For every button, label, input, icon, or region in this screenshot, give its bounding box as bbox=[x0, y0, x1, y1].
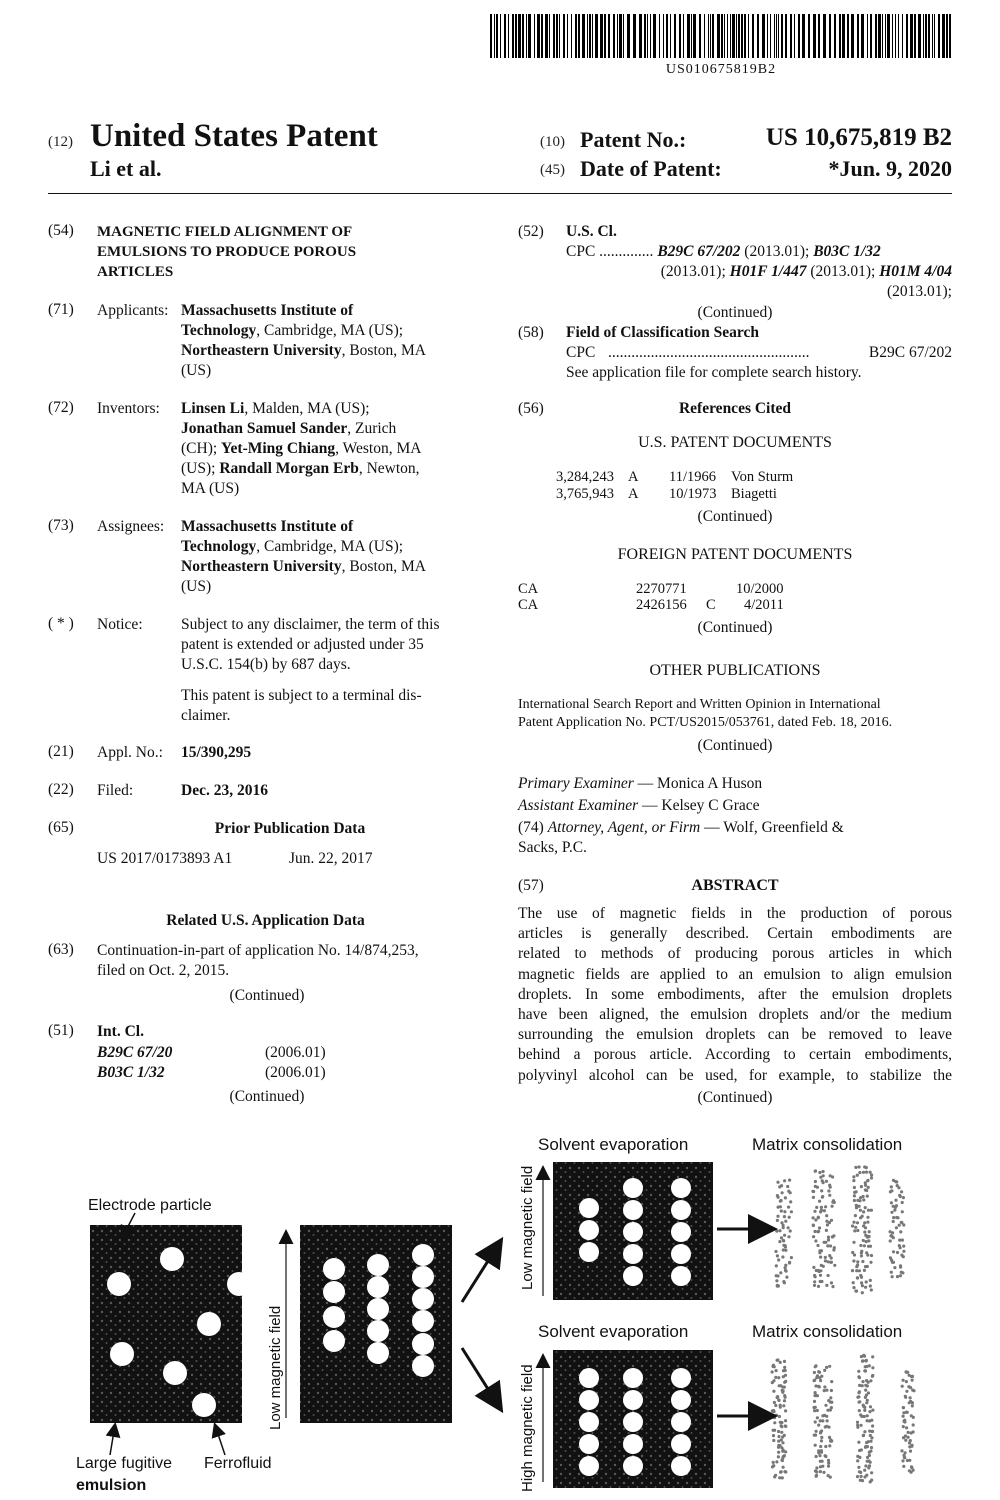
matrix-consolidation-label-1: Matrix consolidation bbox=[752, 1135, 903, 1154]
field-line: MA (US) bbox=[181, 480, 240, 497]
code-51: (51) bbox=[48, 1022, 74, 1039]
filed-date: Dec. 23, 2016 bbox=[181, 782, 268, 799]
code-45: (45) bbox=[540, 162, 565, 178]
inventor-short: Li et al. bbox=[90, 156, 162, 181]
high-field-label: High magnetic field bbox=[519, 1364, 536, 1492]
electrode-particle-label: Electrode particle bbox=[88, 1197, 212, 1214]
code-10: (10) bbox=[540, 134, 565, 150]
code-65: (65) bbox=[48, 819, 74, 836]
solvent-evaporation-label-1: Solvent evaporation bbox=[538, 1135, 689, 1154]
field-line: Massachusetts Institute of bbox=[181, 302, 354, 319]
field-line: (US) bbox=[181, 362, 212, 379]
code-22: (22) bbox=[48, 781, 74, 798]
continued-right-1: (Continued) bbox=[697, 304, 773, 321]
barcode-number: US010675819B2 bbox=[665, 62, 777, 77]
attorney-line2: Sacks, P.C. bbox=[518, 839, 587, 856]
continued-left-2: (Continued) bbox=[229, 1088, 305, 1105]
abstract-line: surrounding the emulsion droplets can be removed to leave bbox=[518, 1026, 952, 1044]
field-line: Northeastern University, Boston, MA bbox=[181, 558, 426, 575]
int-cl-code: B03C 1/32 bbox=[97, 1064, 165, 1081]
continued-right-2: (Continued) bbox=[697, 508, 773, 525]
foreign-doc-row: CA 2270771 10/2000 bbox=[518, 581, 784, 597]
foreign-doc-row: CA 2426156 C 4/2011 bbox=[518, 597, 784, 613]
patent-no-label: Patent No.: bbox=[580, 127, 687, 152]
inventors-label: Inventors: bbox=[97, 400, 160, 417]
int-cl-year: (2006.01) bbox=[265, 1064, 326, 1081]
code-21: (21) bbox=[48, 743, 74, 760]
abstract-heading: ABSTRACT bbox=[691, 877, 779, 894]
continued-right-5: (Continued) bbox=[697, 1089, 773, 1106]
code-72: (72) bbox=[48, 399, 74, 416]
code-57: (57) bbox=[518, 877, 544, 894]
abstract-line: behind a porous article. According to certain embodiments, bbox=[518, 1046, 952, 1064]
cpc-line-3: (2013.01); bbox=[886, 283, 952, 300]
continuation-text: Continuation-in-part of application No. 14/874,253, filed on Oct. 2, 2015. bbox=[97, 942, 419, 979]
field-line: Technology, Cambridge, MA (US); bbox=[181, 538, 404, 555]
code-52: (52) bbox=[518, 223, 544, 240]
abstract-line: related to methods of producing porous articles in which bbox=[518, 945, 952, 963]
field-cpc-label: CPC bbox=[566, 344, 596, 361]
abstract-line: articles is generally described. Certain embodiments are bbox=[518, 925, 952, 943]
field-line: Massachusetts Institute of bbox=[181, 518, 354, 535]
inventors-value bbox=[181, 399, 486, 499]
search-history: See application file for complete search history. bbox=[566, 364, 862, 381]
assignees-label: Assignees: bbox=[97, 518, 165, 535]
date-label: Date of Patent: bbox=[580, 156, 722, 181]
prior-pub-heading: Prior Publication Data bbox=[214, 820, 366, 837]
field-line: (US); Randall Morgan Erb, Newton, bbox=[181, 460, 420, 477]
code-notice: ( * ) bbox=[48, 615, 74, 632]
continued-right-4: (Continued) bbox=[697, 737, 773, 754]
code-71: (71) bbox=[48, 301, 74, 318]
field-cpc-value: B29C 67/202 bbox=[868, 344, 952, 361]
field-line: Linsen Li, Malden, MA (US); bbox=[181, 400, 370, 417]
low-field-label-1: Low magnetic field bbox=[267, 1305, 284, 1430]
terminal-disclaimer: This patent is subject to a terminal dis- claimer. bbox=[181, 687, 422, 724]
field-line: Northeastern University, Boston, MA bbox=[181, 342, 426, 359]
foreign-docs-heading: FOREIGN PATENT DOCUMENTS bbox=[617, 546, 853, 563]
barcode-image bbox=[490, 14, 952, 58]
representative-figure bbox=[0, 1120, 1000, 1495]
appl-no-label: Appl. No.: bbox=[97, 744, 163, 761]
code-56: (56) bbox=[518, 400, 544, 417]
applicants-label: Applicants: bbox=[97, 302, 169, 319]
other-pub-text: International Search Report and Written Opinion in International Patent Application No. PCT/US2015/053761, dated Feb. 18, 2016. bbox=[518, 697, 893, 730]
notice-label: Notice: bbox=[97, 616, 143, 633]
assistant-examiner: Assistant Examiner — Kelsey C Grace bbox=[518, 797, 760, 814]
us-doc-row: 3,765,943 A 10/1973 Biagetti bbox=[556, 486, 777, 502]
field-line: Technology, Cambridge, MA (US); bbox=[181, 322, 404, 339]
field-cpc-dots: .................................................... bbox=[608, 344, 810, 361]
continued-right-3: (Continued) bbox=[697, 619, 773, 636]
field-line: (US) bbox=[181, 578, 212, 595]
other-pub-heading: OTHER PUBLICATIONS bbox=[649, 662, 821, 679]
attorney: (74) Attorney, Agent, or Firm — Wolf, Greenfield & bbox=[518, 819, 844, 836]
field-line: Jonathan Samuel Sander, Zurich bbox=[181, 420, 397, 437]
code-73: (73) bbox=[48, 517, 74, 534]
patent-date: *Jun. 9, 2020 bbox=[828, 156, 952, 181]
abstract-line: The use of magnetic fields in the production of porous bbox=[518, 905, 952, 922]
assignees-value bbox=[181, 517, 486, 597]
appl-no: 15/390,295 bbox=[181, 744, 252, 761]
abstract-text bbox=[518, 904, 952, 1086]
code-54: (54) bbox=[48, 222, 74, 239]
int-cl-code: B29C 67/20 bbox=[97, 1044, 173, 1061]
cpc-line-2: (2013.01); H01F 1/447 (2013.01); H01M 4/04 bbox=[660, 263, 952, 280]
field-line: (CH); Yet-Ming Chiang, Weston, MA bbox=[181, 440, 422, 457]
us-doc-row: 3,284,243 A 11/1966 Von Sturm bbox=[556, 469, 794, 485]
references-heading: References Cited bbox=[678, 400, 792, 417]
header-rule bbox=[48, 193, 952, 194]
code-58: (58) bbox=[518, 324, 544, 341]
solvent-evaporation-label-2: Solvent evaporation bbox=[538, 1322, 689, 1341]
us-cl-label: U.S. Cl. bbox=[566, 223, 617, 240]
cpc-line-1: CPC .............. B29C 67/202 (2013.01); B03C 1/32 bbox=[566, 243, 881, 260]
code-12: (12) bbox=[48, 134, 73, 150]
notice-text: Subject to any disclaimer, the term of this patent is extended or adjusted under 35 U.S.C. 154(b) by 687 days. bbox=[181, 616, 440, 673]
applicants-value bbox=[181, 301, 486, 381]
patent-title: MAGNETIC FIELD ALIGNMENT OF EMULSIONS TO PRODUCE POROUS ARTICLES bbox=[97, 224, 357, 280]
ferrofluid-label: Ferrofluid bbox=[204, 1455, 272, 1472]
matrix-consolidation-label-2: Matrix consolidation bbox=[752, 1322, 903, 1341]
abstract-line: polyvinyl alcohol can be used, for example, to stabilize the bbox=[518, 1066, 952, 1084]
document-type: United States Patent bbox=[90, 118, 378, 154]
prior-pub-number: US 2017/0173893 A1 bbox=[97, 850, 233, 867]
primary-examiner: Primary Examiner — Monica A Huson bbox=[518, 775, 763, 792]
patent-number: US 10,675,819 B2 bbox=[765, 124, 952, 151]
int-cl-label: Int. Cl. bbox=[97, 1023, 144, 1040]
abstract-line: have been aligned, the emulsion droplets and/or the medium bbox=[518, 1006, 952, 1024]
code-63: (63) bbox=[48, 941, 74, 958]
prior-pub-date: Jun. 22, 2017 bbox=[289, 850, 373, 867]
low-field-label-2: Low magnetic field bbox=[519, 1165, 536, 1290]
abstract-line: droplets. In some embodiments, after the emulsion droplets bbox=[518, 985, 952, 1003]
continued-left-1: (Continued) bbox=[229, 987, 305, 1004]
large-fugitive-label: Large fugitive bbox=[76, 1455, 173, 1472]
related-heading: Related U.S. Application Data bbox=[166, 912, 365, 929]
emulsion-label: emulsion bbox=[76, 1477, 147, 1494]
us-docs-heading: U.S. PATENT DOCUMENTS bbox=[638, 434, 832, 451]
int-cl-year: (2006.01) bbox=[265, 1044, 326, 1061]
abstract-line: magnetic fields are applied to an emulsion to align emulsion bbox=[518, 965, 952, 983]
filed-label: Filed: bbox=[97, 782, 134, 799]
field-search-label: Field of Classification Search bbox=[566, 324, 760, 341]
